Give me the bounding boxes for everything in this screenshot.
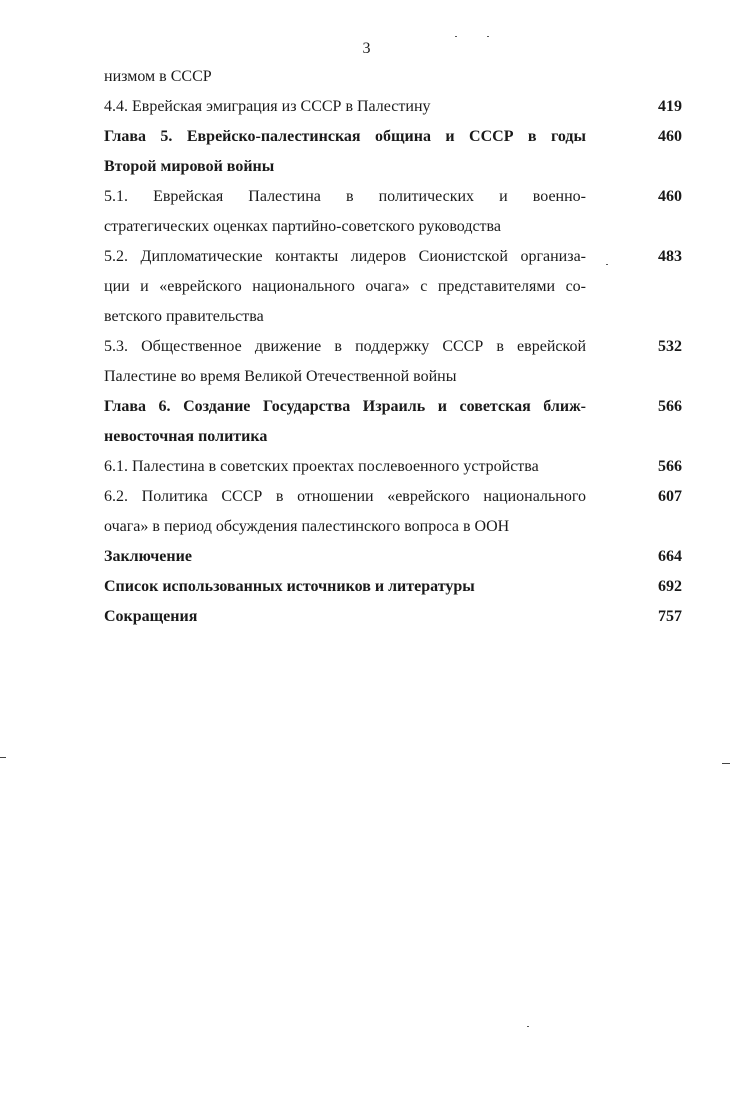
toc-entry-line: 5.2. Дипломатические контакты лидеров Сионистской организа- xyxy=(104,248,586,265)
toc-entry xyxy=(104,482,682,542)
toc-entry-title xyxy=(104,332,586,392)
toc-entry-line: низмом в СССР xyxy=(104,68,212,85)
toc-chapter-entry xyxy=(104,122,682,182)
toc-entry xyxy=(104,92,682,122)
toc-entry-line: Палестине во время Великой Отечественной войны xyxy=(104,368,457,385)
toc-entry-page: 566 xyxy=(658,458,682,475)
toc-entry-page: 757 xyxy=(658,608,682,625)
toc-entry xyxy=(104,332,682,392)
toc-entry-line: очага» в период обсуждения палестинского вопроса в ООН xyxy=(104,518,510,535)
toc-entry-title xyxy=(104,242,586,332)
toc-entry-line: невосточная политика xyxy=(104,428,268,445)
scan-margin-mark xyxy=(0,757,6,758)
toc-entry xyxy=(104,182,682,242)
toc-entry-title xyxy=(104,542,586,572)
toc-chapter-entry xyxy=(104,572,682,602)
toc-entry-line: 5.3. Общественное движение в поддержку СССР в еврейской xyxy=(104,338,586,355)
toc-entry-title xyxy=(104,122,586,182)
toc-entry-title xyxy=(104,182,586,242)
toc-entry-page: 664 xyxy=(658,548,682,565)
toc-chapter-entry xyxy=(104,542,682,572)
toc-entry-line: ветского правительства xyxy=(104,308,264,325)
scan-margin-mark xyxy=(722,763,730,764)
toc-entry-title xyxy=(104,392,586,452)
toc-entry-page: 460 xyxy=(658,128,682,145)
toc-entry-line: Глава 6. Создание Государства Израиль и советская ближ- xyxy=(104,398,586,415)
toc-entry-page: 483 xyxy=(658,248,682,265)
toc-entry-line: Глава 5. Еврейско-палестинская община и СССР в годы xyxy=(104,128,586,145)
toc-entry-title xyxy=(104,62,586,92)
toc-entry-title xyxy=(104,92,586,122)
toc-chapter-entry xyxy=(104,602,682,632)
toc-entry-title xyxy=(104,452,586,482)
toc-entry-page: 692 xyxy=(658,578,682,595)
toc-entry xyxy=(104,62,682,92)
toc-entry-line: ции и «еврейского национального очага» с представителями со- xyxy=(104,278,586,295)
page-number: 3 xyxy=(362,40,371,57)
toc-entry-line: Второй мировой войны xyxy=(104,158,275,175)
toc-entry xyxy=(104,242,682,332)
toc-entry-page: 532 xyxy=(658,338,682,355)
toc-entry-page: 419 xyxy=(658,98,682,115)
scan-speck xyxy=(487,36,489,37)
toc-entry-title xyxy=(104,482,586,542)
toc-entry-line: Список использованных источников и литературы xyxy=(104,578,475,595)
toc-entry-page: 566 xyxy=(658,398,682,415)
toc-entry-line: 6.2. Политика СССР в отношении «еврейского национального xyxy=(104,488,586,505)
toc-entry-line: Сокращения xyxy=(104,608,198,625)
toc-entry-line: 5.1. Еврейская Палестина в политических и военно- xyxy=(104,188,586,205)
toc-entry-line: стратегических оценках партийно-советского руководства xyxy=(104,218,501,235)
toc-entry xyxy=(104,452,682,482)
scan-speck xyxy=(455,36,457,37)
toc-entry-line: Заключение xyxy=(104,548,192,565)
toc-entry-page: 460 xyxy=(658,188,682,205)
toc-entry-line: 4.4. Еврейская эмиграция из СССР в Палестину xyxy=(104,98,431,115)
scan-speck xyxy=(527,1026,529,1027)
scan-speck xyxy=(606,264,608,265)
table-of-contents xyxy=(104,62,682,632)
toc-entry-title xyxy=(104,602,586,632)
toc-entry-line: 6.1. Палестина в советских проектах послевоенного устройства xyxy=(104,458,539,475)
toc-chapter-entry xyxy=(104,392,682,452)
toc-entry-page: 607 xyxy=(658,488,682,505)
toc-entry-title xyxy=(104,572,586,602)
